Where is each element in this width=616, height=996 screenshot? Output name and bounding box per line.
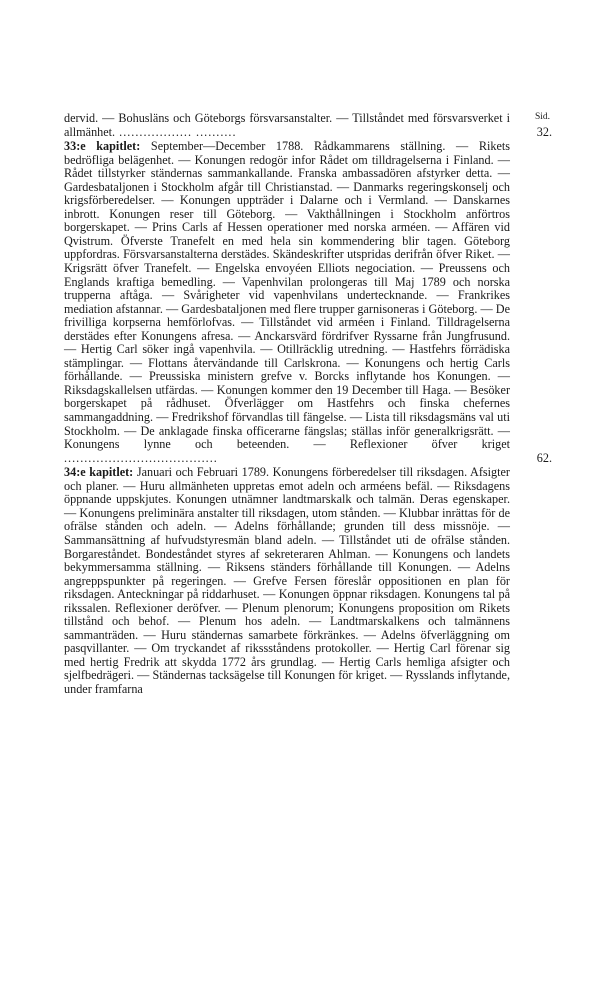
toc-entry-chapter-33	[64, 140, 552, 465]
toc-entry-text	[64, 140, 552, 465]
page-number: 32.	[536, 124, 552, 139]
table-of-contents	[64, 112, 552, 697]
dot-leader: .................. ..........	[115, 124, 237, 139]
entry-summary: Januari och Februari 1789. Konungens förberedelser till riksdagen. Afsigter och planer. — Huru allmänheten uppretas emot adeln och arméens befäl. — Riksdagens öppnande uppskjutes. Konungen utnämner landtmarskalk och talmän. Deras egenskaper. — Konungens preliminära anstalter till riksdagen, utom stånden. — Klubbar inrättas för de ofrälse stånden och adeln. — Adelns förhållande; grunden till dess missnöje. — Sammansättning af hufvudstyresmän bland adeln. — Tillståndet uti de ofrälse stånden. Borgareståndet. Bondeståndet styres af sekreteraren Ahlman. — Konungens och landets bekymmersamma ställning. — Riksens ständers förhållande till Konungen. — Adelns angreppspunkter på regeringen. — Grefve Fersen föreslår oppositionen en plan för riksdagen. Anteckningar på riddarhuset. — Konungen öppnar riksdagen. Konungens tal på rikssalen. Reflexioner deröfver. — Plenum plenorum; Konungens proposition om Rikets tillstånd och behof. — Plenum hos adeln. — Landtmarskalkens och talmännens sammanträden. — Huru ständernas samarbete förkränkes. — Adelns öfverläggning om pasqvillanter. — Om tryckandet af rikssståndens protokoller. — Hertig Carl förenar sig med hertig Fredrik att skydda 1772 års grundlag. — Hertig Carls hemliga afsigter och sjelfbedrägeri. — Ständernas tacksägelse till Konungen för kriget. — Rysslands inflytande, under framfarna	[64, 465, 510, 696]
entry-summary: September—December 1788. Rådkammarens ställning. — Rikets bedröfliga belägenhet. — Konungen redogör infor Rådet om tilldragelserna i Finland. — Rådet tillstyrker ständernas sammankallande. Franska ambassadören afstyrker detta. — Gardesbataljonen i Stockholm afgår till Christianstad. — Danmarks regeringskonselj och krigsförberedelser. — Konungen uppträder i Dalarne och i Vermland. — Danskarnes inbrott. Konungen reser till Göteborg. — Vakthållningen i Stockholm anförtros borgerskapet. — Prins Carls af Hessen operationer med norska arméen. — Affären vid Qvistrum. Öfverste Tranefelt en med hela sin kommendering blir tagen. Göteborg uppfordras. Försvarsanstalterna derstädes. Skändeskrifter utspridas derifrån öfver Riket. — Krigsrätt öfver Tranefelt. — Engelska envoyéen Elliots negociation. — Preussens och Englands kraftiga bemedling. — Vapenhvilan prolongeras till Maj 1789 och norska trupperna aftåga. — Svårigheter vid vapenhvilans undertecknande. — Frankrikes mediation afstannar. — Gardesbataljonen med flere trupper garnisoneras i Göteborg. — De frivilliga korpserna hemförlofvas. — Tillståndet vid arméen i Finland. Tilldragelserna derstädes efter Konungens afresa. — Anckarsvärd fördrifver Ryssarne från Jungfrusund. — Hertig Carl söker ingå vapenhvila. — Otillräcklig utredning. — Hastfehrs förrädiska stämplingar. — Flottans återvändande till Carlskrona. — Konungens och hertig Carls förhållande. — Preussiska ministern grefve v. Borcks inflytande hos Konungen. — Riksdagskallelsen utfärdas. — Konungen kommer den 19 December till Haga. — Besöker borgerskapet på rådhuset. Öfverlägger om Hastfehrs och finska chefernes sammangaddning. — Fredrikshof förvandlas till fängelse. — Lista till riksdagsmäns val uti Stockholm. — De anklagade finska officerarne fängslas; ställas inför generalkrigsrätt. — Konungens lynne och beteenden. — Reflexioner öfver kriget	[64, 139, 511, 452]
chapter-label: 34:e kapitlet:	[64, 465, 134, 480]
page-number: 62.	[536, 450, 552, 465]
chapter-label: 33:e kapitlet:	[64, 139, 141, 154]
entry-summary: dervid. — Bohusläns och Göteborgs försvarsanstalter. — Tillståndet med försvarsverket i allmänhet.	[64, 111, 510, 139]
toc-entry-chapter-34	[64, 466, 552, 696]
toc-entry-text	[64, 466, 552, 696]
dot-leader: ......................................	[64, 450, 218, 465]
toc-entry-continuation	[64, 112, 552, 139]
page-column-header: Sid.	[534, 112, 550, 122]
toc-entry-text	[64, 112, 552, 139]
